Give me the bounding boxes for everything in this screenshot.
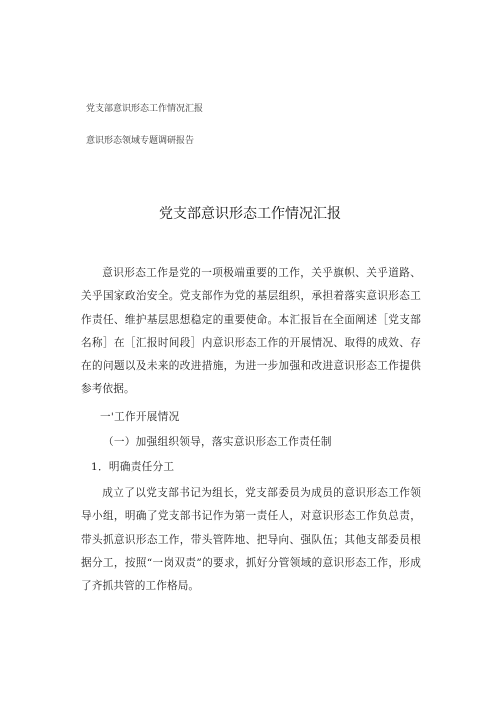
document-title: 党支部意识形态工作情况汇报: [159, 206, 341, 222]
intro-paragraph: 意识形态工作是党的一项极端重要的工作，关乎旗帜、关乎道路、关乎国家政治安全。党支部作为党的基层组织，承担着落实意识形态工作责任、维护基层思想稳定的重要使命。本汇报旨在全面阐述［党支部名称］在［汇报时间段］内意识形态工作的开展情况、取得的成效、存在的问题以及未来的改进措施，为进一步加强和改进意识形态工作提供参考依据。: [81, 267, 421, 396]
header-line-1: 党支部意识形态工作情况汇报: [86, 104, 204, 114]
subsection-heading-1: （一）加强组织领导，落实意识形态工作责任制: [103, 436, 332, 448]
section-heading-1: 一'工作开展情况: [100, 411, 180, 423]
item-heading-1: 1．明确责任分工: [91, 461, 175, 473]
header-line-2: 意识形态领域专题调研报告: [86, 136, 195, 146]
body-paragraph-1: 成立了以党支部书记为组长，党支部委员为成员的意识形态工作领导小组，明确了党支部书记作为第一责任人，对意识形态工作负总责，带头抓意识形态工作，带头管阵地、把导向、强队伍；其他支部委员根据分工，按照“一岗双责”的要求，抓好分管领域的意识形态工作，形成了齐抓共管的工作格局。: [81, 487, 421, 593]
